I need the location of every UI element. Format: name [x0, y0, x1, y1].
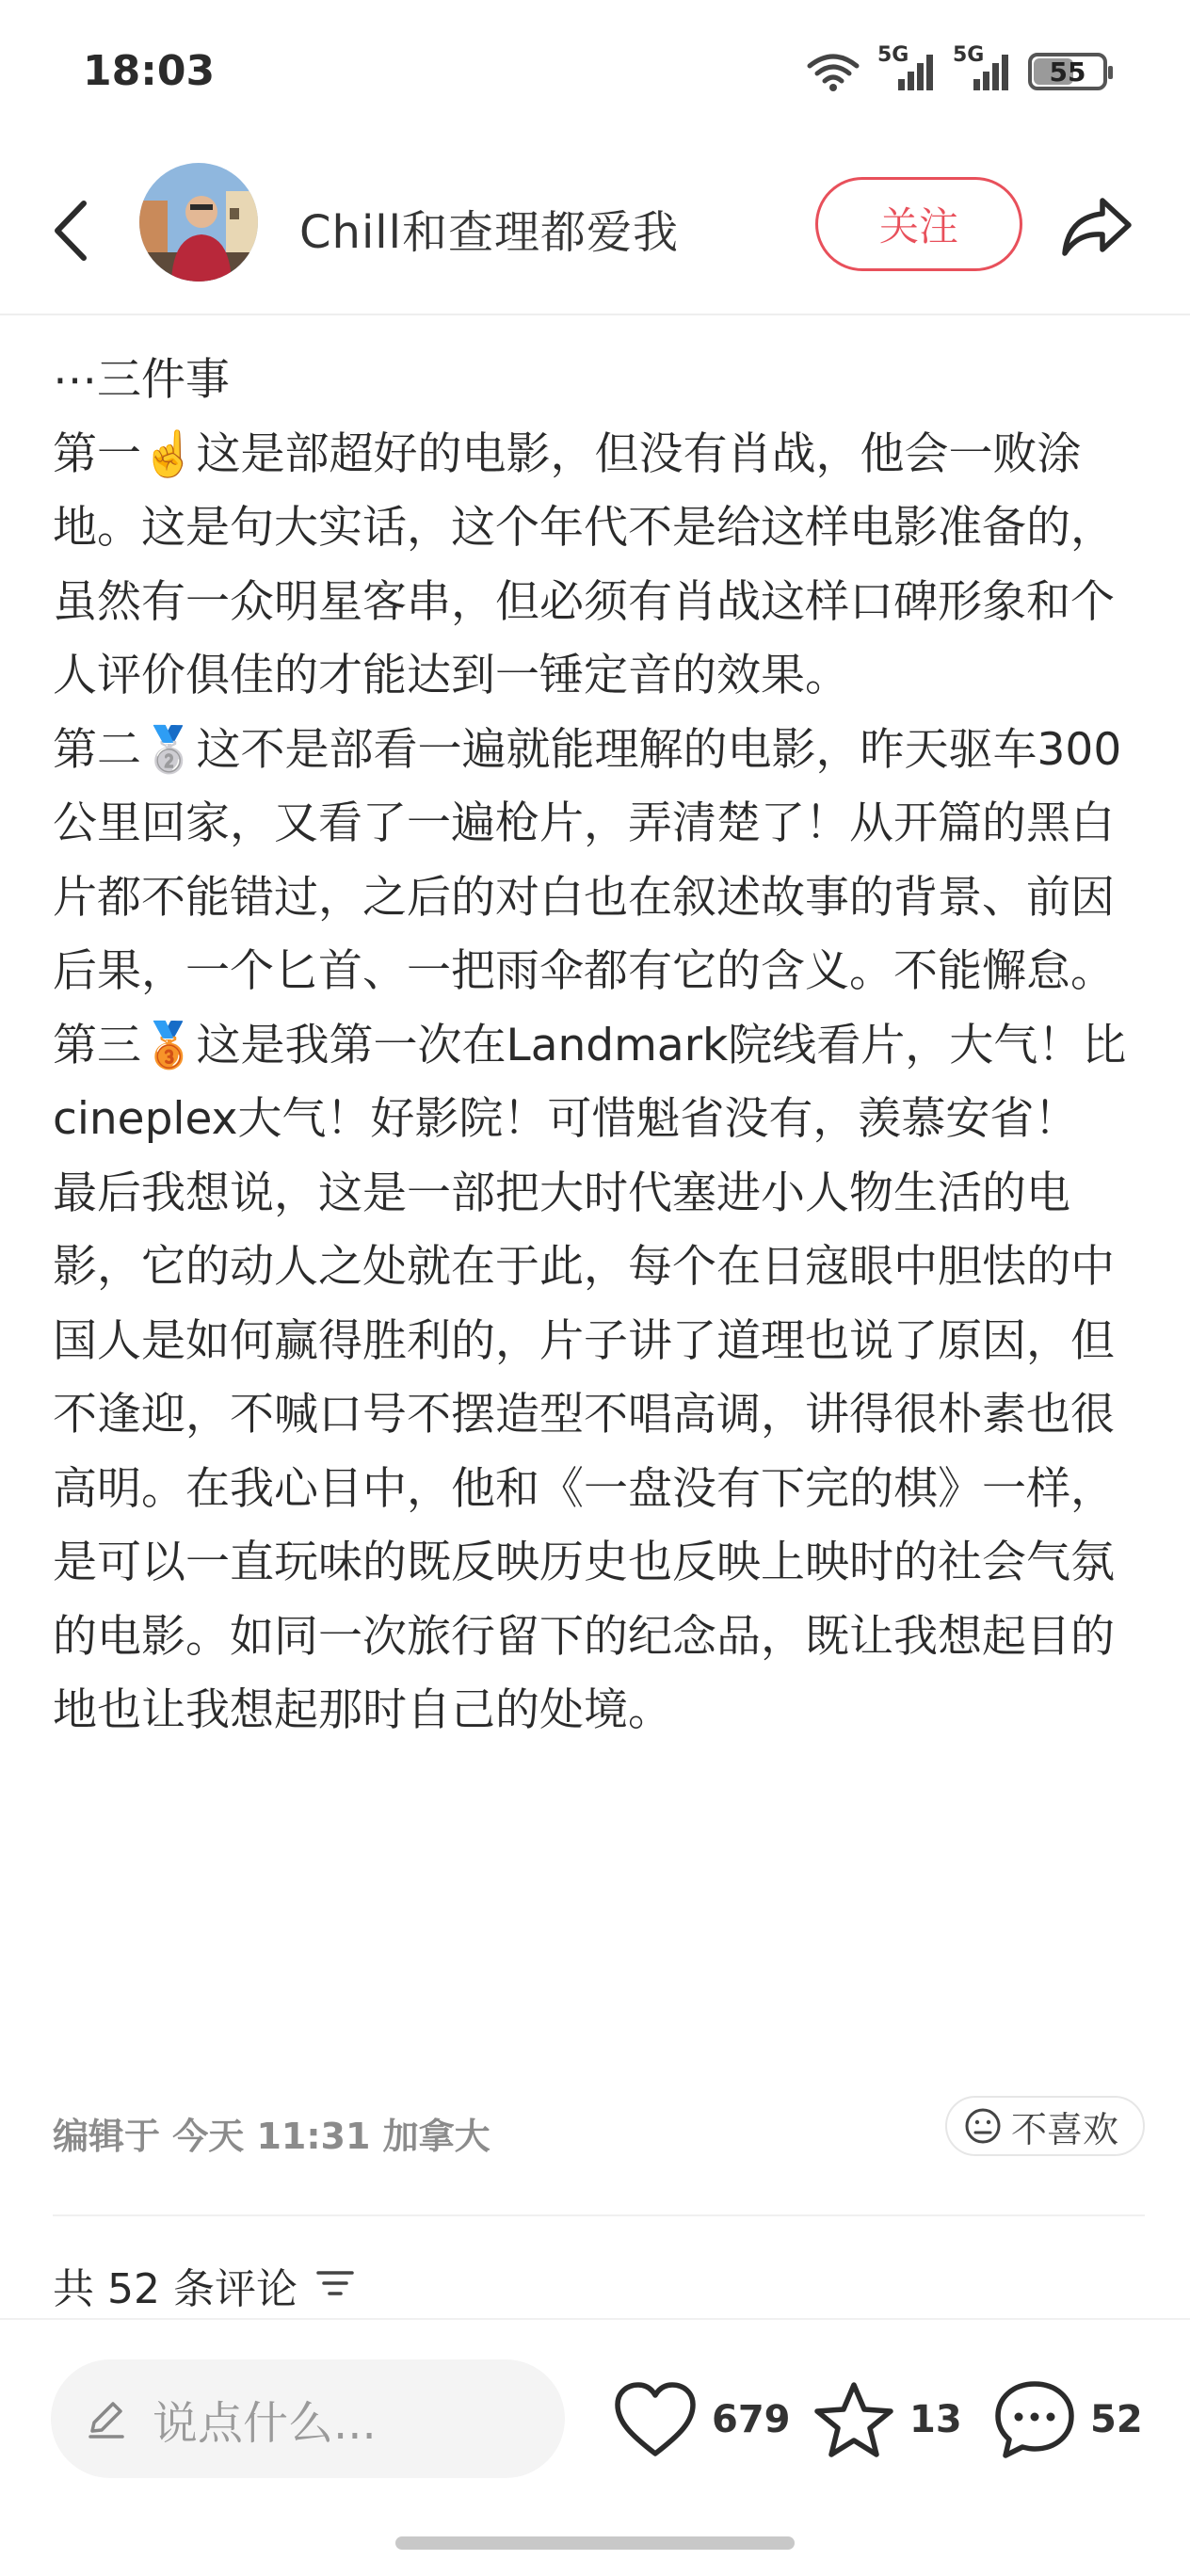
article-paragraph-final: 最后我想说，这是一部把大时代塞进小人物生活的电影，它的动人之处就在于此，每个在日寇眼中胆怯的中国人是如何赢得胜利的，片子讲了道理也说了原因，但不逢迎，不喊口号不摆造型不唱高调，讲得很朴素也很高明。在我心目中，他和《一盘没有下完的棋》一样，是可以一直玩味的既反映历史也反映上映时的社会气氛的电影。如同一次旅行留下的纪念品，既让我想起目的地也让我想起那时自己的处境。 [53, 1167, 1115, 1736]
battery-icon [1028, 53, 1107, 90]
status-bar [0, 0, 1190, 151]
cellular-signal-icon [877, 43, 936, 92]
favorite-button[interactable] [812, 2373, 962, 2467]
comments-header [53, 2255, 354, 2315]
like-count: 679 [712, 2398, 791, 2441]
chevron-left-icon [50, 198, 91, 264]
wifi-icon [806, 51, 860, 92]
comment-button[interactable] [992, 2373, 1143, 2467]
battery-percent: 55 [1049, 56, 1086, 88]
share-arrow-icon [1059, 193, 1134, 259]
comment-placeholder: 说点什么... [153, 2396, 377, 2450]
cellular-signal-icon-2 [953, 43, 1011, 92]
follow-button[interactable]: 关注 [815, 177, 1022, 271]
dislike-label: 不喜欢 [1010, 2108, 1118, 2150]
note-content [53, 344, 1145, 1748]
like-button[interactable] [612, 2373, 791, 2467]
share-button[interactable] [1054, 184, 1139, 268]
comment-input[interactable] [51, 2359, 565, 2478]
article-paragraph-third: 第三🥉这是我第一次在Landmark院线看片，大气！比cineplex大气！好影院！可惜魁省没有，羡慕安省！ [53, 1019, 1127, 1145]
note-header [0, 151, 1190, 315]
comments-count: 共 52 条评论 [53, 2265, 298, 2313]
dislike-button[interactable] [945, 2096, 1145, 2156]
sort-filter-icon[interactable] [316, 2267, 354, 2303]
content-divider [53, 2214, 1145, 2216]
bottom-action-bar [0, 2318, 1190, 2506]
chat-bubble-icon [992, 2378, 1077, 2461]
signal-type-label-2: 5G [953, 43, 985, 67]
home-indicator[interactable] [395, 2536, 795, 2550]
author-avatar[interactable] [139, 163, 258, 282]
author-name[interactable]: Chill和查理都爱我 [299, 206, 679, 259]
status-icons [806, 43, 1107, 92]
star-icon [812, 2379, 896, 2460]
note-meta [53, 2092, 1145, 2158]
back-button[interactable] [38, 188, 104, 273]
frown-face-icon [964, 2107, 1002, 2145]
article-paragraph-second: 第二🥈这不是部看一遍就能理解的电影，昨天驱车300公里回家，又看了一遍枪片，弄清楚了！从开篇的黑白片都不能错过，之后的对白也在叙述故事的背景、前因后果，一个匕首、一把雨伞都有它的含义。不能懈怠。 [53, 723, 1122, 997]
favorite-count: 13 [909, 2398, 962, 2441]
pencil-icon [85, 2397, 128, 2440]
signal-type-label: 5G [877, 43, 909, 67]
edit-timestamp: 编辑于 今天 11:31 加拿大 [53, 2116, 490, 2157]
heart-icon [612, 2380, 699, 2459]
status-time: 18:03 [83, 47, 216, 95]
comment-count: 52 [1090, 2398, 1143, 2441]
article-paragraph-intro: ⋯三件事 [53, 354, 230, 406]
article-paragraph-first: 第一☝️这是部超好的电影，但没有肖战，他会一败涂地。这是句大实话，这个年代不是给这样电影准备的，虽然有一众明星客串，但必须有肖战这样口碑形象和个人评价俱佳的才能达到一锤定音的效果。 [53, 427, 1115, 701]
